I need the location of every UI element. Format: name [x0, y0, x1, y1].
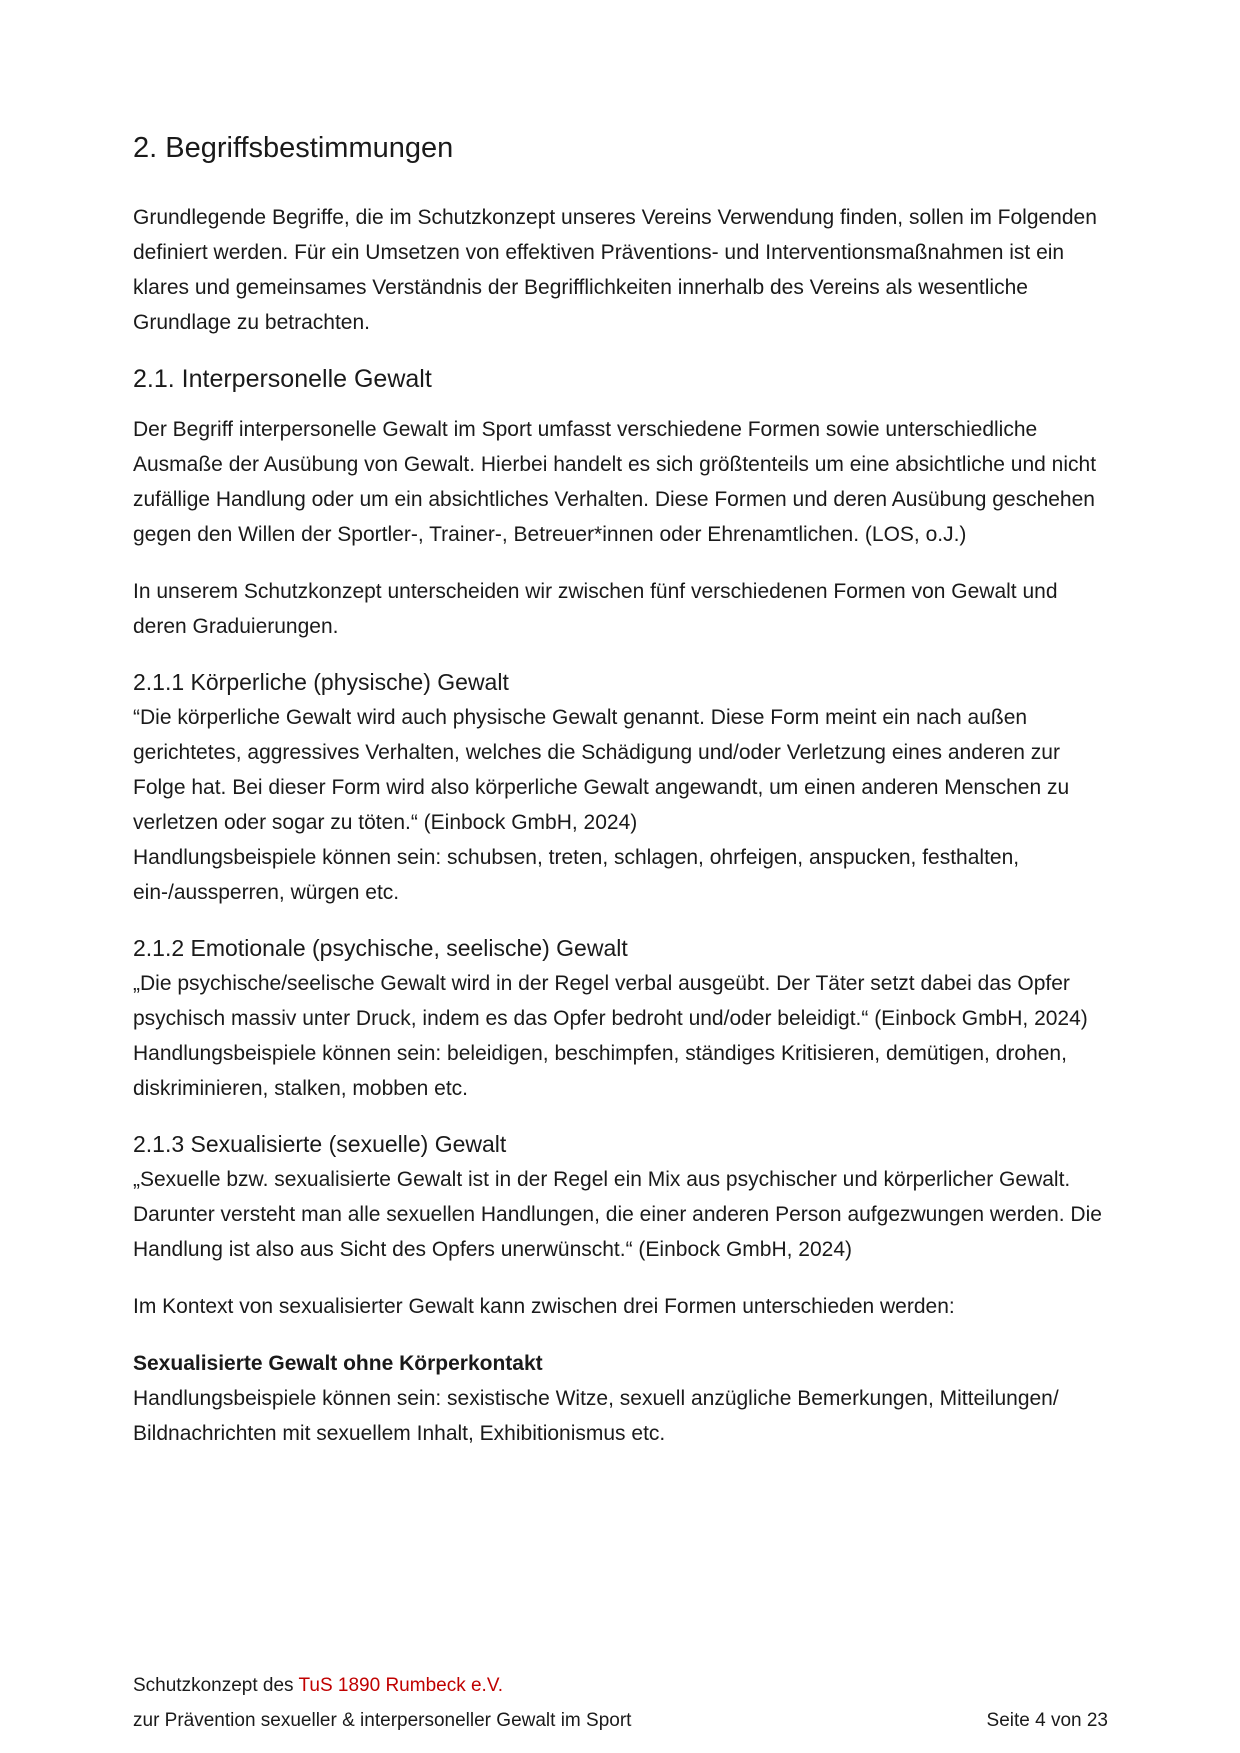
document-content — [133, 0, 1110, 1473]
section-heading-2-1: 2.1. Interpersonelle Gewalt — [133, 365, 432, 393]
paragraph-2-1-definition: Der Begriff interpersonelle Gewalt im Sport umfasst verschiedene Formen sowie unterschiedliche Ausmaße der Ausübung von Gewalt. Hierbei handelt es sich größtenteils um eine absichtliche und nicht zufällige Handlung oder um ein absichtliches Verhalten. Diese Formen und deren Ausübung geschehen gegen den Willen der Sportler-, Trainer-, Betreuer*innen oder Ehrenamtlichen. (LOS, o.J.) — [133, 418, 1097, 546]
document-heading: 2. Begriffsbestimmungen — [133, 132, 454, 164]
section-heading-2-1-2: 2.1.2 Emotionale (psychische, seelische) Gewalt — [133, 935, 628, 961]
subsection-title-no-contact: Sexualisierte Gewalt ohne Körperkontakt — [133, 1352, 543, 1375]
footer-line-1 — [133, 1668, 1108, 1703]
footer-page-number: Seite 4 von 23 — [986, 1710, 1108, 1731]
paragraph-2-1-3-context: Im Kontext von sexualisierter Gewalt kann zwischen drei Formen unterschieden werden: — [133, 1295, 955, 1318]
footer-line-2-row — [133, 1703, 1108, 1738]
paragraph-no-contact-examples: Handlungsbeispiele können sein: sexistische Witze, sexuell anzügliche Bemerkungen, Mitteilungen/ Bildnachrichten mit sexuellem Inhalt, Exhibitionismus etc. — [133, 1387, 1059, 1445]
page-footer — [133, 1668, 1108, 1738]
paragraph-2-1-forms: In unserem Schutzkonzept unterscheiden wir zwischen fünf verschiedenen Formen von Gewalt und deren Graduierungen. — [133, 580, 1058, 638]
section-heading-2-1-1: 2.1.1 Körperliche (physische) Gewalt — [133, 669, 509, 695]
footer-line-2: zur Prävention sexueller & interpersoneller Gewalt im Sport — [133, 1710, 632, 1731]
paragraph-2-1-2-examples: Handlungsbeispiele können sein: beleidigen, beschimpfen, ständiges Kritisieren, demütigen, drohen, diskriminieren, stalken, mobben etc. — [133, 1042, 1067, 1100]
paragraph-2-1-1 — [133, 700, 1110, 910]
paragraph-no-contact — [133, 1346, 1110, 1451]
paragraph-2-1-1-quote: “Die körperliche Gewalt wird auch physische Gewalt genannt. Diese Form meint ein nach außen gerichtetes, aggressives Verhalten, welches die Schädigung und/oder Verletzung eines anderen zur Folge hat. Bei dieser Form wird also körperliche Gewalt angewandt, um einen anderen Menschen zu verletzen oder sogar zu töten.“ (Einbock GmbH, 2024) — [133, 706, 1070, 834]
section-heading-2-1-3: 2.1.3 Sexualisierte (sexuelle) Gewalt — [133, 1131, 507, 1157]
paragraph-2-1-2-quote: „Die psychische/seelische Gewalt wird in der Regel verbal ausgeübt. Der Täter setzt dabei das Opfer psychisch massiv unter Druck, indem es das Opfer bedroht und/oder beleidigt.“ (Einbock GmbH, 2024) — [133, 972, 1088, 1030]
paragraph-2-1-3-quote: „Sexuelle bzw. sexualisierte Gewalt ist in der Regel ein Mix aus psychischer und körperlicher Gewalt. Darunter versteht man alle sexuellen Handlungen, die einer anderen Person aufgezwungen werden. Die Handlung ist also aus Sicht des Opfers unerwünscht.“ (Einbock GmbH, 2024) — [133, 1168, 1102, 1261]
footer-line-1-prefix: Schutzkonzept des — [133, 1675, 299, 1696]
paragraph-2-1-1-examples: Handlungsbeispiele können sein: schubsen, treten, schlagen, ohrfeigen, anspucken, festhalten, ein-/aussperren, würgen etc. — [133, 846, 1020, 904]
intro-paragraph: Grundlegende Begriffe, die im Schutzkonzept unseres Vereins Verwendung finden, sollen im Folgenden definiert werden. Für ein Umsetzen von effektiven Präventions- und Interventionsmaßnahmen ist ein klares und gemeinsames Verständnis der Begrifflichkeiten innerhalb des Vereins als wesentliche Grundlage zu betrachten. — [133, 206, 1097, 334]
footer-club-name: TuS 1890 Rumbeck e.V. — [298, 1675, 504, 1696]
paragraph-2-1-2 — [133, 966, 1110, 1106]
